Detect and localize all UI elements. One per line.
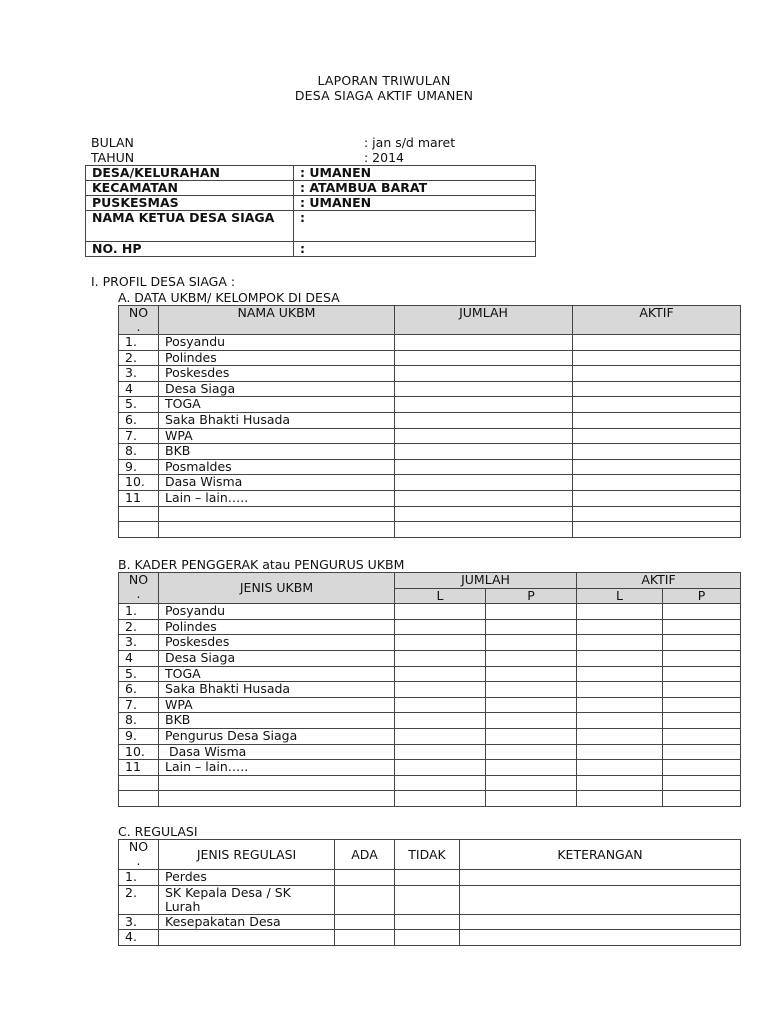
row-name (159, 522, 395, 538)
header-jumlah: JUMLAH (395, 573, 577, 589)
row-jumlah-l-cell (395, 744, 486, 760)
row-jumlah-cell (395, 412, 573, 428)
row-aktif-cell (573, 522, 741, 538)
row-ada-cell (335, 870, 395, 886)
row-aktif-cell (573, 335, 741, 351)
table-row (119, 475, 741, 491)
table-row (119, 428, 741, 444)
row-jumlah-cell (395, 459, 573, 475)
tahun-label: TAHUN (91, 150, 135, 165)
table-row (119, 728, 741, 744)
row-name: Desa Siaga (159, 650, 395, 666)
row-jumlah-cell (395, 490, 573, 506)
row-jumlah-l-cell (395, 619, 486, 635)
table-row (119, 760, 741, 776)
table-row (119, 870, 741, 886)
row-aktif-cell (573, 381, 741, 397)
table-header-row (119, 573, 741, 589)
info-value: : ATAMBUA BARAT (294, 181, 536, 196)
row-name: Pengurus Desa Siaga (159, 728, 395, 744)
row-aktif-l-cell (577, 791, 663, 807)
table-row (119, 713, 741, 729)
row-name (159, 791, 395, 807)
table-row (119, 635, 741, 651)
section-b-heading: B. KADER PENGGERAK atau PENGURUS UKBM (118, 557, 405, 572)
row-aktif-l-cell (577, 682, 663, 698)
row-jumlah-p-cell (486, 713, 577, 729)
header-no: NO . (119, 306, 159, 335)
header-jenis-ukbm: JENIS UKBM (159, 573, 395, 604)
row-no: 4 (119, 650, 159, 666)
row-aktif-p-cell (663, 775, 741, 791)
row-name: Poskesdes (159, 635, 395, 651)
section-profil-heading: I. PROFIL DESA SIAGA : (91, 274, 236, 289)
row-ada-cell (335, 885, 395, 914)
header-keterangan: KETERANGAN (460, 840, 741, 870)
row-aktif-cell (573, 459, 741, 475)
tahun-value: : 2014 (364, 150, 404, 165)
table-row (119, 506, 741, 522)
info-key: DESA/KELURAHAN (86, 166, 294, 181)
row-aktif-cell (573, 350, 741, 366)
row-no: 7. (119, 428, 159, 444)
row-no: 1. (119, 870, 159, 886)
info-row (86, 211, 536, 242)
row-no: 1. (119, 604, 159, 620)
row-no: 11 (119, 760, 159, 776)
row-name: Poskesdes (159, 366, 395, 382)
row-name (159, 930, 335, 946)
row-name (159, 775, 395, 791)
row-name: TOGA (159, 397, 395, 413)
row-name: BKB (159, 444, 395, 460)
row-keterangan-cell (460, 870, 741, 886)
row-no: 2. (119, 350, 159, 366)
row-tidak-cell (395, 930, 460, 946)
header-no: NO . (119, 840, 159, 870)
row-tidak-cell (395, 885, 460, 914)
row-jumlah-cell (395, 335, 573, 351)
row-aktif-cell (573, 428, 741, 444)
row-jumlah-p-cell (486, 744, 577, 760)
subheader-l: L (395, 588, 486, 604)
info-value: : (294, 242, 536, 257)
header-aktif: AKTIF (573, 306, 741, 335)
row-jumlah-l-cell (395, 697, 486, 713)
row-no: 4. (119, 930, 159, 946)
info-key: PUSKESMAS (86, 196, 294, 211)
row-ada-cell (335, 930, 395, 946)
row-jumlah-p-cell (486, 604, 577, 620)
table-row (119, 490, 741, 506)
row-jumlah-cell (395, 397, 573, 413)
row-name: Dasa Wisma (159, 475, 395, 491)
row-tidak-cell (395, 870, 460, 886)
row-jumlah-p-cell (486, 682, 577, 698)
row-name: WPA (159, 428, 395, 444)
row-jumlah-p-cell (486, 650, 577, 666)
bulan-value: : jan s/d maret (364, 135, 456, 150)
table-row (119, 522, 741, 538)
row-aktif-cell (573, 366, 741, 382)
row-name: Saka Bhakti Husada (159, 682, 395, 698)
row-aktif-l-cell (577, 728, 663, 744)
table-row (119, 366, 741, 382)
row-no: 3. (119, 635, 159, 651)
row-name: Posyandu (159, 604, 395, 620)
row-no: 9. (119, 459, 159, 475)
row-jumlah-cell (395, 506, 573, 522)
row-aktif-l-cell (577, 744, 663, 760)
table-row (119, 775, 741, 791)
row-jumlah-l-cell (395, 728, 486, 744)
row-aktif-l-cell (577, 619, 663, 635)
info-row (86, 242, 536, 257)
row-ada-cell (335, 914, 395, 930)
row-jumlah-l-cell (395, 760, 486, 776)
table-row (119, 697, 741, 713)
row-name (159, 506, 395, 522)
row-aktif-p-cell (663, 760, 741, 776)
row-jumlah-l-cell (395, 604, 486, 620)
row-aktif-cell (573, 490, 741, 506)
row-aktif-l-cell (577, 604, 663, 620)
row-no (119, 775, 159, 791)
row-name: WPA (159, 697, 395, 713)
header-jenis-regulasi: JENIS REGULASI (159, 840, 335, 870)
row-name: Posyandu (159, 335, 395, 351)
row-aktif-cell (573, 506, 741, 522)
row-name: TOGA (159, 666, 395, 682)
row-jumlah-p-cell (486, 697, 577, 713)
row-jumlah-cell (395, 381, 573, 397)
table-row (119, 619, 741, 635)
row-keterangan-cell (460, 930, 741, 946)
row-jumlah-cell (395, 522, 573, 538)
info-row (86, 196, 536, 211)
row-aktif-l-cell (577, 775, 663, 791)
bulan-label: BULAN (91, 135, 134, 150)
row-no: 8. (119, 713, 159, 729)
info-row (86, 181, 536, 196)
row-aktif-p-cell (663, 619, 741, 635)
table-row (119, 459, 741, 475)
row-keterangan-cell (460, 914, 741, 930)
row-jumlah-cell (395, 366, 573, 382)
header-no: NO . (119, 573, 159, 604)
row-jumlah-cell (395, 350, 573, 366)
row-jumlah-p-cell (486, 775, 577, 791)
row-no: 2. (119, 885, 159, 914)
row-no: 9. (119, 728, 159, 744)
info-row (86, 166, 536, 181)
report-subtitle: DESA SIAGA AKTIF UMANEN (294, 88, 474, 103)
table-row (119, 444, 741, 460)
table-row (119, 914, 741, 930)
row-aktif-cell (573, 397, 741, 413)
row-aktif-p-cell (663, 791, 741, 807)
row-jumlah-l-cell (395, 713, 486, 729)
header-aktif: AKTIF (577, 573, 741, 589)
row-aktif-l-cell (577, 650, 663, 666)
row-aktif-p-cell (663, 728, 741, 744)
report-title: LAPORAN TRIWULAN (317, 73, 451, 88)
row-no: 3. (119, 914, 159, 930)
row-jumlah-p-cell (486, 666, 577, 682)
row-no: 11 (119, 490, 159, 506)
row-name: Polindes (159, 350, 395, 366)
table-row (119, 791, 741, 807)
row-aktif-p-cell (663, 697, 741, 713)
row-tidak-cell (395, 914, 460, 930)
row-no: 7. (119, 697, 159, 713)
row-name: Perdes (159, 870, 335, 886)
info-key: KECAMATAN (86, 181, 294, 196)
subheader-l: L (577, 588, 663, 604)
row-aktif-p-cell (663, 682, 741, 698)
row-no (119, 522, 159, 538)
table-row (119, 885, 741, 914)
row-aktif-p-cell (663, 713, 741, 729)
table-row (119, 666, 741, 682)
table-row (119, 604, 741, 620)
row-jumlah-l-cell (395, 682, 486, 698)
row-no: 3. (119, 366, 159, 382)
header-nama-ukbm: NAMA UKBM (159, 306, 395, 335)
row-jumlah-p-cell (486, 728, 577, 744)
row-aktif-l-cell (577, 760, 663, 776)
table-row (119, 335, 741, 351)
row-aktif-cell (573, 412, 741, 428)
row-aktif-p-cell (663, 650, 741, 666)
row-jumlah-l-cell (395, 775, 486, 791)
section-a-heading: A. DATA UKBM/ KELOMPOK DI DESA (118, 290, 340, 305)
row-name: Posmaldes (159, 459, 395, 475)
row-no: 5. (119, 397, 159, 413)
table-row (119, 350, 741, 366)
section-c-heading: C. REGULASI (118, 824, 198, 839)
info-value: : UMANEN (294, 196, 536, 211)
row-no: 6. (119, 412, 159, 428)
row-no (119, 506, 159, 522)
subheader-p: P (663, 588, 741, 604)
row-name: Saka Bhakti Husada (159, 412, 395, 428)
info-value: : (294, 211, 536, 242)
ukbm-data-table (118, 305, 741, 538)
table-row (119, 930, 741, 946)
row-no: 6. (119, 682, 159, 698)
row-name: Polindes (159, 619, 395, 635)
table-row (119, 744, 741, 760)
row-jumlah-l-cell (395, 635, 486, 651)
header-jumlah: JUMLAH (395, 306, 573, 335)
row-name: Lain – lain….. (159, 490, 395, 506)
table-row (119, 650, 741, 666)
row-aktif-l-cell (577, 666, 663, 682)
row-no (119, 791, 159, 807)
row-no: 1. (119, 335, 159, 351)
row-jumlah-p-cell (486, 619, 577, 635)
row-name: BKB (159, 713, 395, 729)
table-row (119, 381, 741, 397)
row-no: 4 (119, 381, 159, 397)
table-header-row (119, 306, 741, 335)
row-jumlah-p-cell (486, 635, 577, 651)
table-row (119, 412, 741, 428)
row-name: Dasa Wisma (159, 744, 395, 760)
row-jumlah-p-cell (486, 760, 577, 776)
row-no: 5. (119, 666, 159, 682)
row-jumlah-l-cell (395, 791, 486, 807)
row-aktif-p-cell (663, 635, 741, 651)
row-aktif-cell (573, 444, 741, 460)
row-name: SK Kepala Desa / SK Lurah (159, 885, 335, 914)
row-jumlah-cell (395, 444, 573, 460)
row-aktif-p-cell (663, 666, 741, 682)
info-value: : UMANEN (294, 166, 536, 181)
row-jumlah-cell (395, 428, 573, 444)
row-no: 10. (119, 744, 159, 760)
row-aktif-l-cell (577, 635, 663, 651)
row-no: 2. (119, 619, 159, 635)
table-header-row (119, 840, 741, 870)
row-keterangan-cell (460, 885, 741, 914)
table-row (119, 397, 741, 413)
info-table (85, 165, 536, 257)
row-aktif-l-cell (577, 713, 663, 729)
row-no: 10. (119, 475, 159, 491)
info-key: NO. HP (86, 242, 294, 257)
row-no: 8. (119, 444, 159, 460)
row-aktif-cell (573, 475, 741, 491)
table-row (119, 682, 741, 698)
row-name: Kesepakatan Desa (159, 914, 335, 930)
header-tidak: TIDAK (395, 840, 460, 870)
row-name: Desa Siaga (159, 381, 395, 397)
row-aktif-p-cell (663, 744, 741, 760)
row-jumlah-l-cell (395, 666, 486, 682)
row-jumlah-p-cell (486, 791, 577, 807)
row-jumlah-cell (395, 475, 573, 491)
row-aktif-l-cell (577, 697, 663, 713)
kader-table (118, 572, 741, 807)
row-jumlah-l-cell (395, 650, 486, 666)
info-key: NAMA KETUA DESA SIAGA (86, 211, 294, 242)
regulasi-table (118, 839, 741, 946)
row-aktif-p-cell (663, 604, 741, 620)
row-name: Lain – lain….. (159, 760, 395, 776)
subheader-p: P (486, 588, 577, 604)
header-ada: ADA (335, 840, 395, 870)
